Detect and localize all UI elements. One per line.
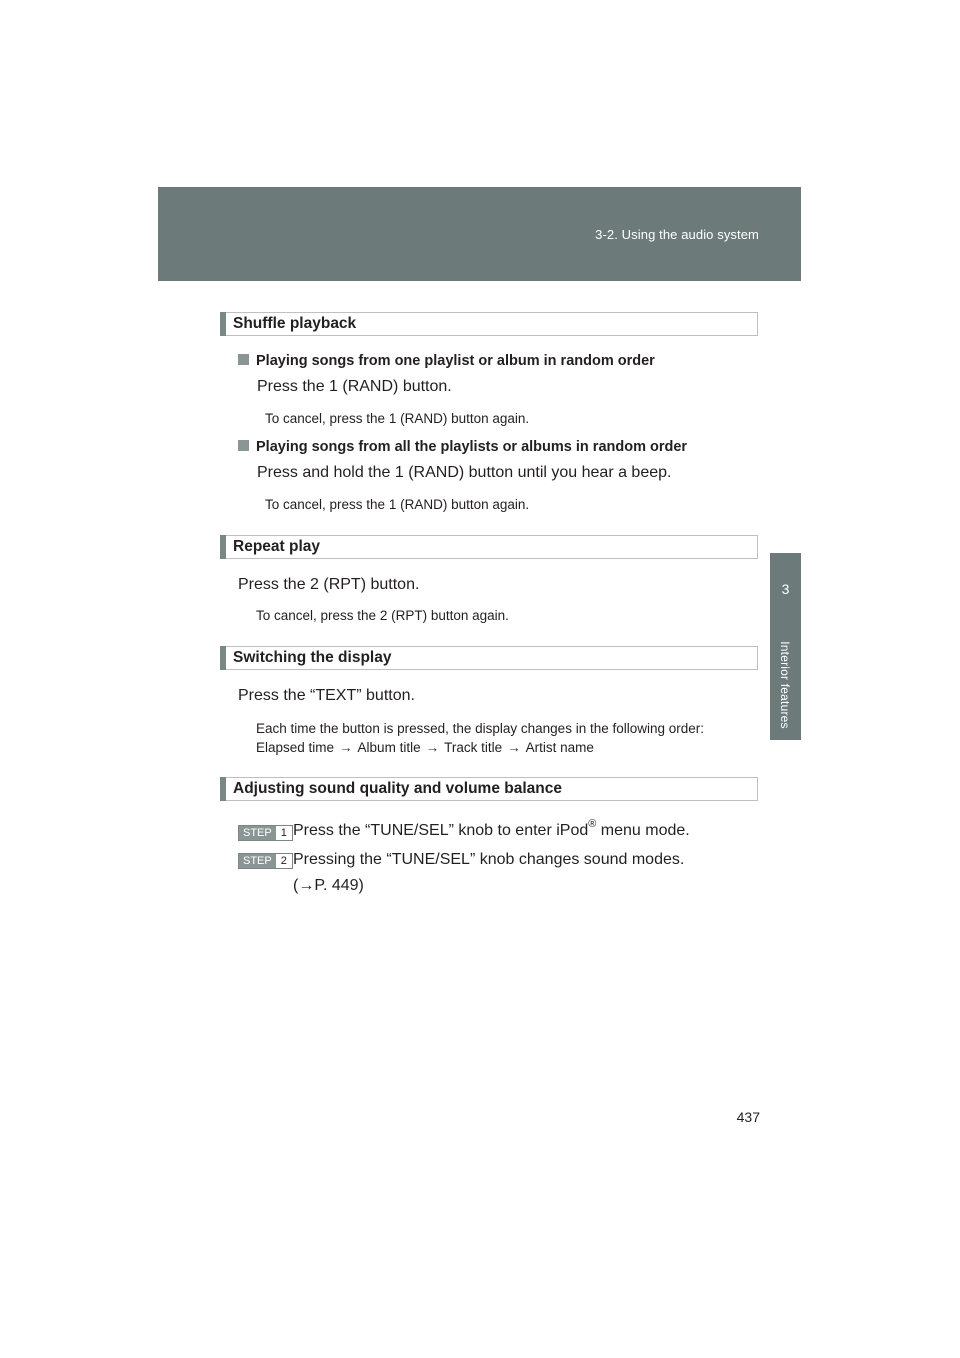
order-item: Album title xyxy=(357,740,421,755)
heading-text: Adjusting sound quality and volume balance xyxy=(233,780,562,797)
subheading-text: Playing songs from all the playlists or albums in random order xyxy=(256,439,688,455)
chapter-name: Interior features xyxy=(778,641,792,729)
right-arrow-icon: → xyxy=(425,740,440,755)
reference-arrow-icon: → xyxy=(298,877,315,894)
display-order-sequence xyxy=(256,738,704,757)
note-text: To cancel, press the 1 (RAND) button again. xyxy=(265,497,530,512)
heading-text: Switching the display xyxy=(233,649,392,666)
note-text: To cancel, press the 1 (RAND) button again. xyxy=(265,411,530,426)
page-number: 437 xyxy=(736,1109,760,1125)
step-number: 1 xyxy=(276,826,292,840)
step-label: STEP xyxy=(239,854,276,868)
square-bullet-icon xyxy=(238,354,249,365)
right-arrow-icon: → xyxy=(507,740,521,755)
instruction-text: Press and hold the 1 (RAND) button until you hear a beep. xyxy=(257,464,672,481)
step-text-part: Press the “TUNE/SEL” knob to enter iPod xyxy=(293,822,589,839)
heading-text: Repeat play xyxy=(233,538,321,555)
right-arrow-icon: → xyxy=(339,740,353,755)
order-item: Elapsed time xyxy=(256,740,335,755)
instruction-text: Press the “TEXT” button. xyxy=(238,687,415,704)
step-2-badge xyxy=(238,853,293,869)
note-text: Each time the button is pressed, the display changes in the following order: xyxy=(256,721,705,736)
heading-accent-bar xyxy=(220,312,226,336)
heading-text: Shuffle playback xyxy=(233,315,357,332)
subheading-text: Playing songs from one playlist or album in random order xyxy=(256,353,655,369)
step-number: 2 xyxy=(276,854,292,868)
order-item: Artist name xyxy=(525,740,594,755)
subheading-one-playlist xyxy=(238,353,655,369)
heading-accent-bar xyxy=(220,646,226,670)
instruction-text: Press the 2 (RPT) button. xyxy=(238,576,420,593)
heading-accent-bar xyxy=(220,777,226,801)
page-reference xyxy=(293,877,364,895)
header-band xyxy=(158,187,801,281)
instruction-text: Press the 1 (RAND) button. xyxy=(257,378,452,395)
ref-paren: ( xyxy=(293,877,299,894)
section-title: 3-2. Using the audio system xyxy=(595,227,759,242)
step-1-text xyxy=(293,818,690,840)
step-2-text: Pressing the “TUNE/SEL” knob changes sound modes. xyxy=(293,851,685,868)
step-label: STEP xyxy=(239,826,276,840)
subheading-all-playlists xyxy=(238,439,687,455)
chapter-number: 3 xyxy=(781,581,790,597)
heading-switching-display xyxy=(220,646,758,670)
ref-page: P. 449) xyxy=(314,877,364,894)
heading-repeat-play xyxy=(220,535,758,559)
heading-accent-bar xyxy=(220,535,226,559)
step-1-badge xyxy=(238,825,293,841)
heading-adjusting-sound xyxy=(220,777,758,801)
step-text-part: menu mode. xyxy=(596,822,690,839)
registered-mark: ® xyxy=(588,818,597,830)
note-text: To cancel, press the 2 (RPT) button again. xyxy=(256,608,509,623)
display-order-note xyxy=(256,719,704,757)
heading-shuffle-playback xyxy=(220,312,758,336)
order-item: Track title xyxy=(444,740,503,755)
chapter-tab xyxy=(770,553,801,740)
square-bullet-icon xyxy=(238,440,249,451)
